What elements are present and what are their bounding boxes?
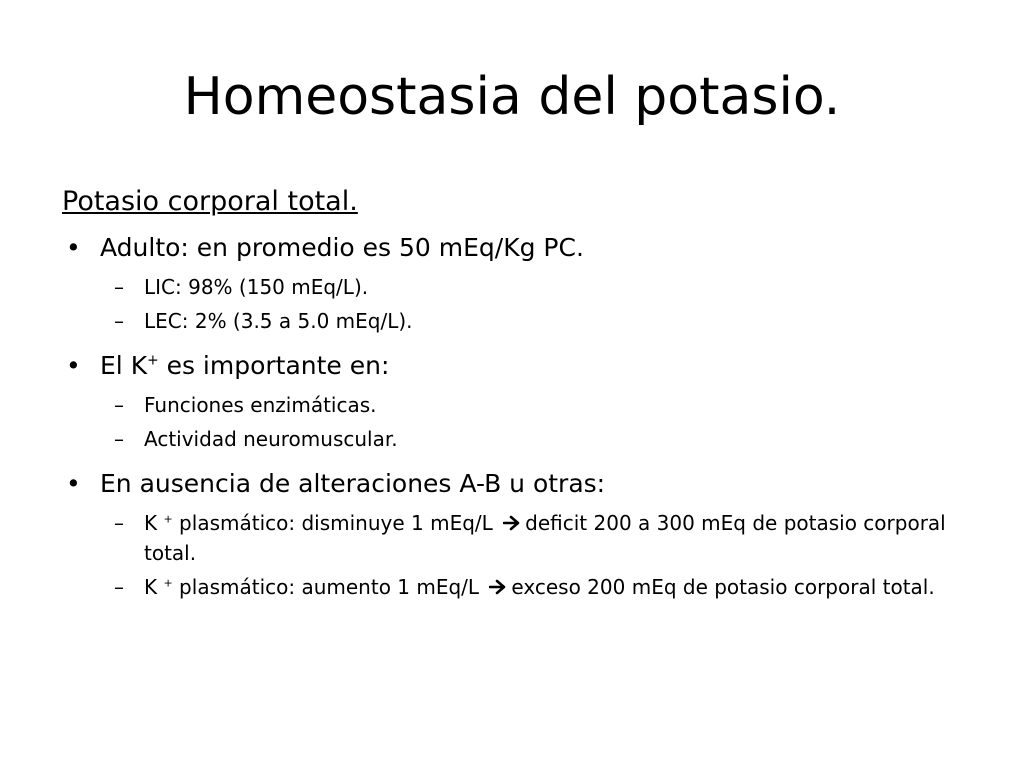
bullet-text-after: es importante en: (158, 351, 390, 380)
bullet-icon: • (66, 469, 81, 498)
arrow-right-icon (489, 579, 507, 595)
dash-icon: – (114, 575, 124, 599)
superscript-plus: + (147, 352, 159, 369)
superscript-plus: + (163, 576, 173, 590)
bullet-text: En ausencia de alteraciones A-B u otras: (100, 469, 606, 498)
sub-item (60, 390, 980, 420)
sub-item-text-pre: K (144, 511, 164, 535)
sub-item-text-mid: plasmático: aumento 1 mEq/L (172, 575, 480, 599)
dash-icon: – (114, 309, 124, 333)
bullet-item (60, 464, 980, 504)
sub-item-text: LIC: 98% (150 mEq/L). (144, 275, 369, 299)
dash-icon: – (114, 275, 124, 299)
sub-item-text: LEC: 2% (3.5 a 5.0 mEq/L). (144, 309, 413, 333)
bullet-item (60, 346, 980, 386)
sub-item-text: Funciones enzimáticas. (144, 393, 377, 417)
superscript-plus: + (163, 512, 173, 526)
dash-icon: – (114, 511, 124, 535)
sub-item-text-mid: plasmático: disminuye 1 mEq/L (172, 511, 493, 535)
sub-item-text: Actividad neuromuscular. (144, 427, 398, 451)
dash-icon: – (114, 393, 124, 417)
bullet-text: Adulto: en promedio es 50 mEq/Kg PC. (100, 233, 584, 262)
sub-item (60, 272, 980, 302)
slide-title: Homeostasia del potasio. (183, 67, 841, 127)
sub-item (60, 424, 980, 454)
bullet-item (60, 228, 980, 268)
bullet-icon: • (66, 351, 81, 380)
sub-item-text-post: exceso 200 mEq de potasio corporal total. (511, 575, 935, 599)
subheading: Potasio corporal total. (62, 186, 358, 217)
bullet-icon: • (66, 233, 81, 262)
arrow-right-icon (503, 515, 521, 531)
sub-item (60, 572, 980, 602)
sub-item (60, 306, 980, 336)
dash-icon: – (114, 427, 124, 451)
sub-item-text-pre: K (144, 575, 164, 599)
sub-item (60, 508, 980, 568)
sub-item-text-post: deficit 200 a 300 mEq de potasio corporal total. (144, 511, 946, 565)
slide-body (60, 180, 980, 602)
bullet-text-before: El K (100, 351, 148, 380)
